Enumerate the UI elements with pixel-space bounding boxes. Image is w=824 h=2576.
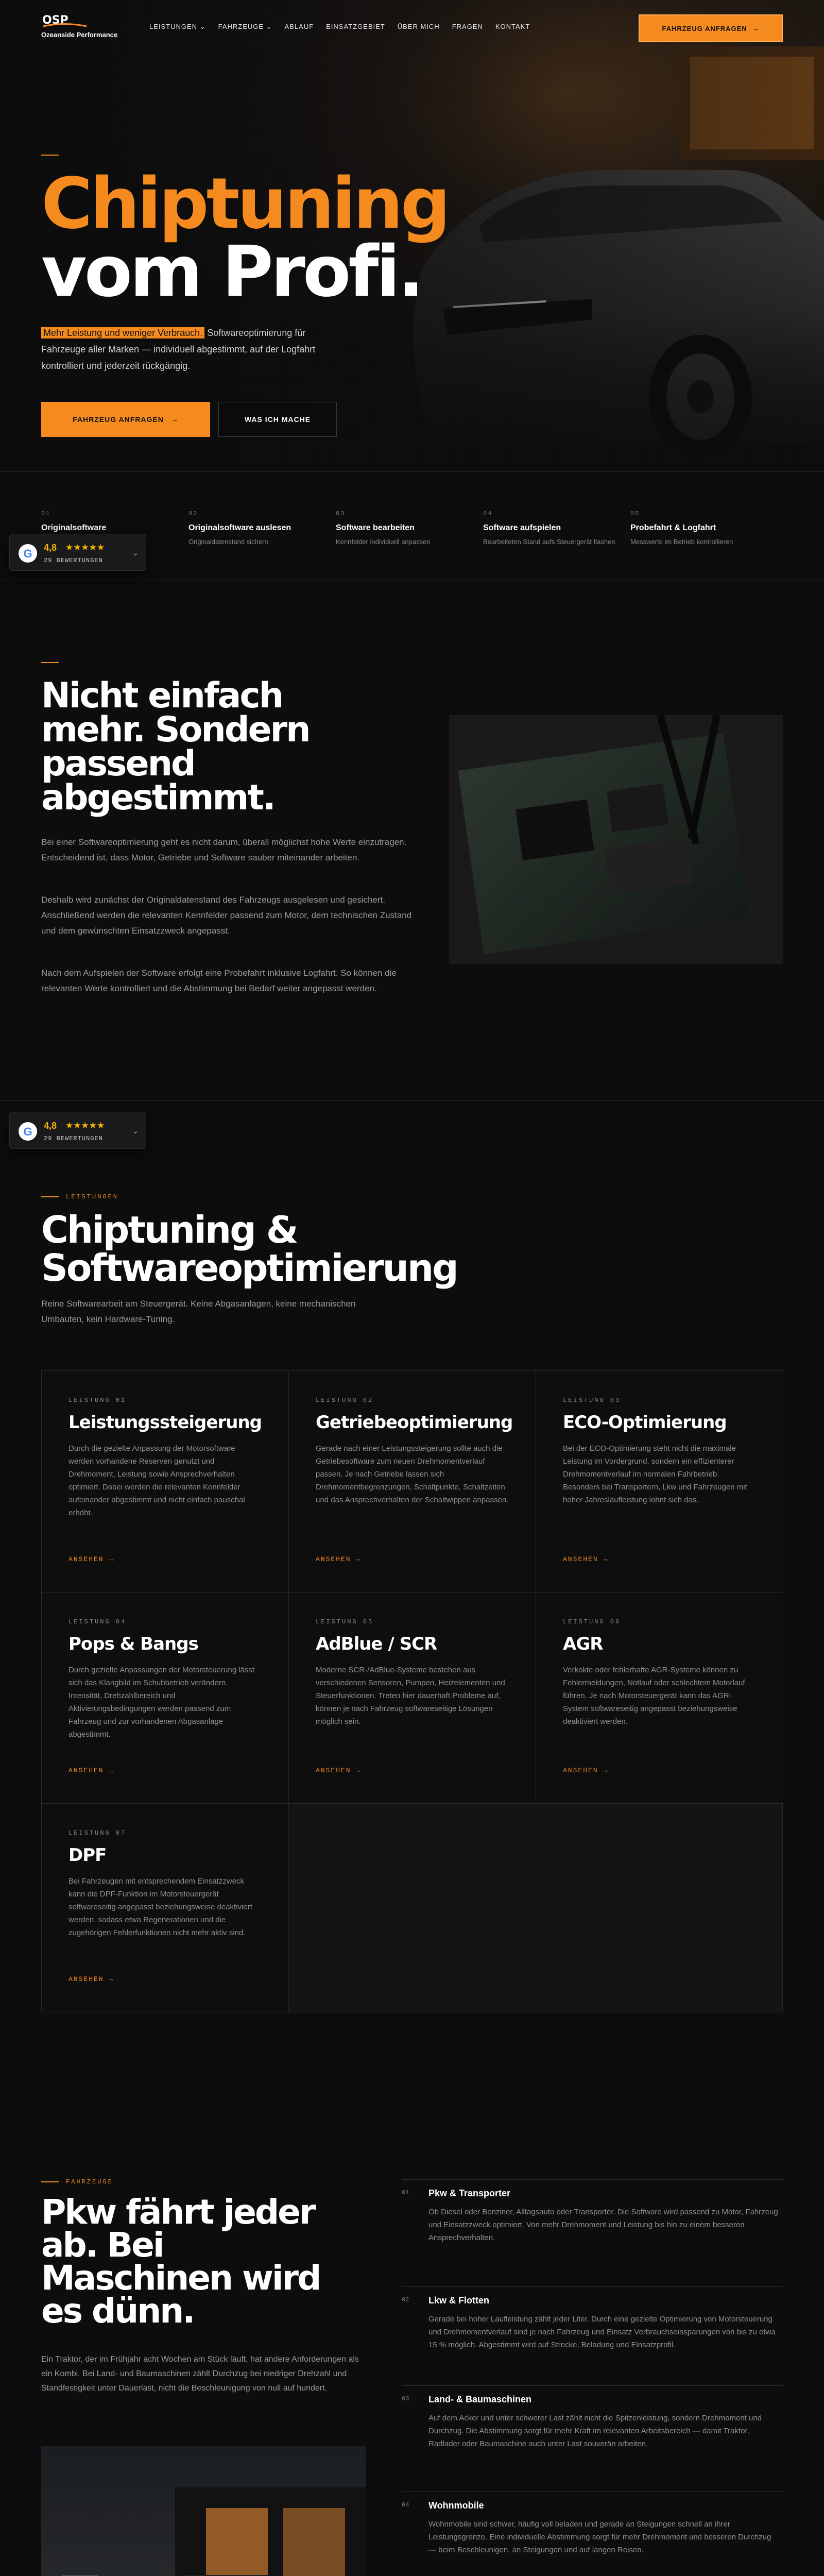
vehicle-type-number: 03 (402, 2395, 409, 2402)
header-cta-label: FAHRZEUG ANFRAGEN (662, 24, 747, 32)
google-g-icon (18, 544, 38, 563)
vehicle-type-text: Gerade bei hoher Laufleistung zählt jeder Liter. Durch eine gezielte Optimierung von Motorsteuerung und Drehmomentverlauf sind je nach Fahrzeug und Einsatz Verbrauchseinsparungen von bis zu etwa 15 % möglich. Abgestimmt wird auf Strecke, Beladung und Einsatzprofil. (428, 2315, 776, 2349)
service-card[interactable] (536, 1371, 783, 1592)
vehicle-type-item (402, 2179, 783, 2286)
service-text: Gerade nach einer Leistungssteigerung sollte auch die Getriebesoftware zum neuen Drehmomentverlauf passen. Je nach Getriebe lassen sich Drehmomentbegrenzungen, Schaltpunkte, Schaltzeiten und das Ansprechverhalten der Schaltwippen anpassen. (316, 1444, 509, 1504)
vehicle-type-item (402, 2385, 783, 2492)
vehicles-kicker-text: FAHRZEUGE (66, 2178, 113, 2185)
service-card[interactable] (42, 1371, 289, 1592)
brand-name: Ozeanside Performance (41, 31, 118, 39)
service-label: LEISTUNG 05 (316, 1618, 374, 1625)
service-title: Getriebeoptimierung (316, 1412, 513, 1433)
rating-score: 4,8 (44, 543, 57, 553)
service-card[interactable] (289, 1371, 536, 1592)
main-nav (149, 23, 542, 31)
step-title: Probefahrt & Logfahrt (630, 523, 716, 532)
divider (0, 1100, 824, 1101)
process-step (188, 510, 331, 547)
vehicle-type-text: Ob Diesel oder Benziner, Alltagsauto oder Transporter. Die Software wird passend zu Motor, Fahrzeug und Einsatzzweck optimiert. Von mehr Drehmoment und Leistung bis hin zu einem besseren Ansprechverhalten. (428, 2208, 778, 2242)
step-number: 02 (188, 510, 198, 517)
vehicle-type-text: Wohnmobile sind schwer, häufig voll beladen und gerade an Steigungen schnell an ihrer Leistungsgrenze. Eine individuelle Abstimmung sorgt für mehr Drehmoment und besseren Durchzug — beim Beschleunigen, an Steigungen und auf langen Reisen. (428, 2520, 771, 2554)
vehicle-type-item (402, 2286, 783, 2385)
service-more-link[interactable]: ANSEHEN → (316, 1767, 362, 1774)
svg-text:OSP: OSP (42, 14, 68, 27)
about-kicker (41, 662, 66, 663)
step-title: Software bearbeiten (336, 523, 415, 532)
process-step (41, 510, 183, 537)
services-intro: Reine Softwarearbeit am Steuergerät. Keine Abgasanlagen, keine mechanischen Umbauten, kein Hardware-Tuning. (41, 1299, 356, 1324)
service-card[interactable] (289, 1592, 536, 1804)
service-text: Moderne SCR-/AdBlue-Systeme bestehen aus verschiedenen Sensoren, Pumpen, Heizelementen und Steuerfunktionen. Treten hier dauerhaft Probleme auf, können je nach Fahrzeug softwareseitige Lösungen möglich sein. (316, 1666, 505, 1726)
services-grid (41, 1370, 783, 2012)
vehicle-type-text: Auf dem Acker und unter schwerer Last zählt nicht die Spitzenleistung, sondern Drehmoment und Durchzug. Die Abstimmung sorgt für mehr Kraft im relevanten Arbeitsbereich — damit Traktor, Radlader oder Baumaschine auch unter Last souverän arbeiten. (428, 2414, 762, 2448)
hero-kicker (41, 155, 66, 156)
service-label: LEISTUNG 04 (68, 1618, 127, 1625)
service-label: LEISTUNG 07 (68, 1829, 127, 1837)
hero-primary-label: FAHRZEUG ANFRAGEN (73, 415, 164, 423)
rating-stars: ★★★★★ (65, 543, 105, 552)
rating-count: 29 BEWERTUNGEN (44, 557, 103, 564)
nav-fragen[interactable]: FRAGEN (452, 23, 483, 30)
svg-text:G: G (23, 1125, 32, 1138)
hero-title-line2: vom Profi. (41, 231, 422, 313)
step-title: Software aufspielen (483, 523, 561, 532)
rating-stars: ★★★★★ (65, 1121, 105, 1130)
step-title: Originalsoftware (41, 523, 107, 532)
nav-kontakt[interactable]: KONTAKT (495, 23, 530, 30)
service-more-link[interactable]: ANSEHEN → (68, 1767, 114, 1774)
hero-secondary-button[interactable]: WAS ICH MACHE (218, 402, 337, 437)
step-desc: Kennfelder individuell anpassen (336, 538, 431, 546)
about-paragraph: Nach dem Aufspielen der Software erfolgt eine Probefahrt inklusive Logfahrt. So können die relevanten Werte kontrolliert und die Abstimmung bei Bedarf weiter angepasst werden. (41, 968, 397, 993)
about-paragraph: Deshalb wird zunächst der Originaldatenstand des Fahrzeugs ausgelesen und gesichert. Anschließend werden die relevanten Kennfelder passend zum Motor, dem technischen Zustand und dem gewünschten Einsatzzweck angepasst. (41, 895, 412, 936)
vehicle-type-title: Pkw & Transporter (428, 2188, 511, 2198)
services-heading-line1: Chiptuning & (41, 1208, 297, 1251)
service-title: AdBlue / SCR (316, 1634, 437, 1654)
vehicles-text: Ein Traktor, der im Frühjahr acht Wochen am Stück läuft, hat andere Anforderungen als ein Kombi. Bei Land- und Baumaschinen zählt Durchzug bei niedriger Drehzahl und Standfestigkeit unter Dauerlast, nicht die Beschleunigung von null auf hundert. (41, 2355, 359, 2393)
chevron-down-icon: ⌄ (132, 1127, 139, 1135)
arrow-right-icon: → (170, 415, 179, 423)
services-kicker (41, 1193, 118, 1200)
machines-image (41, 2446, 366, 2576)
services-heading-line2: Softwareoptimierung (41, 1246, 457, 1290)
process-step (336, 510, 478, 547)
service-card[interactable] (536, 1592, 783, 1804)
service-more-link[interactable]: ANSEHEN → (316, 1555, 362, 1563)
chevron-down-icon: ⌄ (132, 549, 139, 557)
service-more-link[interactable]: ANSEHEN → (563, 1555, 609, 1563)
rating-count: 29 BEWERTUNGEN (44, 1135, 103, 1142)
step-desc: Originaldatenstand sichern (188, 538, 268, 546)
step-number: 01 (41, 510, 51, 517)
about-heading: Nicht einfach mehr. Sondern passend abgestimmt. (41, 675, 310, 818)
service-text: Bei Fahrzeugen mit entsprechendem Einsatzzweck kann die DPF-Funktion im Motorsteuergerät softwareseitig angepasst beziehungsweise deaktiviert werden, sodass etwa Regenerationen und die zugehörigen Fehlerfunktionen nicht mehr aktiv sind. (68, 1877, 252, 1937)
service-title: ECO-Optimierung (563, 1412, 727, 1433)
ecu-board-image (449, 715, 783, 964)
service-label: LEISTUNG 02 (316, 1397, 374, 1404)
rating-score: 4,8 (44, 1121, 57, 1131)
service-card[interactable] (42, 1592, 289, 1804)
vehicles-kicker (41, 2178, 113, 2185)
google-g-icon (18, 1122, 38, 1141)
vehicle-type-number: 02 (402, 2296, 409, 2303)
vehicle-type-title: Lkw & Flotten (428, 2295, 489, 2306)
services-kicker-text: LEISTUNGEN (66, 1193, 119, 1200)
step-number: 05 (630, 510, 640, 517)
nav-fahrzeuge[interactable]: FAHRZEUGE ⌄ (218, 23, 272, 30)
logo-mark-icon (41, 12, 88, 28)
service-title: AGR (563, 1634, 603, 1654)
divider (0, 471, 824, 472)
hero-title-line1: Chiptuning (41, 163, 449, 245)
vehicle-type-item (402, 2492, 783, 2576)
nav-einsatzgebiet[interactable]: EINSATZGEBIET (326, 23, 385, 30)
service-text: Durch die gezielte Anpassung der Motorsoftware werden vorhandene Reserven genutzt und Drehmoment, Leistung sowie Ansprechverhalten optimiert. Dabei werden die relevanten Kennfelder aufeinander abgestimmt und nicht einfach pauschal erhöht. (68, 1444, 245, 1517)
google-rating-widget[interactable] (9, 534, 146, 571)
hero-highlight: Mehr Leistung und weniger Verbrauch. (41, 327, 204, 338)
vehicle-type-number: 01 (402, 2189, 409, 2196)
header-cta-button[interactable] (639, 14, 783, 42)
about-paragraph: Bei einer Softwareoptimierung geht es nicht darum, überall möglichst hohe Werte einzutragen. Entscheidend ist, dass Motor, Getriebe und Software sauber miteinander arbeiten. (41, 837, 407, 862)
service-title: Leistungssteigerung (68, 1412, 262, 1433)
service-title: Pops & Bangs (68, 1634, 198, 1654)
service-text: Bei der ECO-Optimierung steht nicht die maximale Leistung im Vordergrund, sondern ein effizienterer Drehmomentverlauf im normalen Fahrbetrieb. Besonders bei Transportern, Lkw und Fahrzeugen mit hoher Jahreslaufleistung lohnt sich das. (563, 1444, 747, 1504)
step-title: Originalsoftware auslesen (188, 523, 291, 532)
nav-ueber-mich[interactable]: ÜBER MICH (397, 23, 440, 30)
service-more-link[interactable]: ANSEHEN → (563, 1767, 609, 1774)
hero-primary-button[interactable] (41, 402, 210, 437)
nav-leistungen[interactable]: LEISTUNGEN ⌄ (149, 23, 206, 30)
step-desc: Bearbeiteten Stand aufs Steuergerät flashen (483, 538, 615, 546)
service-more-link[interactable]: ANSEHEN → (68, 1555, 114, 1563)
nav-ablauf[interactable]: ABLAUF (284, 23, 314, 30)
service-text: Durch gezielte Anpassungen der Motorsteuerung lässt sich das Klangbild im Schubbetrieb verändern. Intensität, Drehzahlbereich und Aktivierungsbedingungen werden passend zum Fahrzeug und zur vorhandenen Abgasanlage abgestimmt. (68, 1666, 255, 1739)
service-title: DPF (68, 1845, 107, 1866)
logo[interactable] (41, 12, 139, 43)
vehicle-type-title: Land- & Baumaschinen (428, 2394, 532, 2404)
hero-lead-text: Softwareoptimierung für Fahrzeuge aller Marken — individuell abgestimmt, auf der Logfahrt kontrolliert und jederzeit rückgängig. (41, 328, 316, 371)
service-label: LEISTUNG 01 (68, 1397, 127, 1404)
vehicle-type-number: 04 (402, 2501, 409, 2509)
svg-text:G: G (23, 547, 32, 560)
process-steps (41, 510, 783, 568)
vehicles-heading: Pkw fährt jeder ab. Bei Maschinen wird es dünn. (41, 2192, 320, 2331)
service-card[interactable] (42, 1804, 289, 2012)
step-number: 03 (336, 510, 346, 517)
process-step (630, 510, 772, 547)
arrow-right-icon: → (752, 24, 760, 32)
service-more-link[interactable]: ANSEHEN → (68, 1975, 114, 1983)
vehicle-type-title: Wohnmobile (428, 2500, 484, 2511)
step-desc: Messwerte im Betrieb kontrollieren (630, 538, 733, 546)
grid-filler (289, 1804, 782, 2012)
process-step (483, 510, 625, 547)
google-rating-widget[interactable] (9, 1112, 146, 1149)
service-text: Verkokte oder fehlerhafte AGR-Systeme können zu Fehlermeldungen, Notlauf oder schlechtem Motorlauf führen. Je nach Motorsteuergerät kann das AGR-System softwareseitig angepasst beziehungsweise deaktiviert werden. (563, 1666, 745, 1726)
service-label: LEISTUNG 06 (563, 1618, 621, 1625)
hero-lead (41, 325, 330, 374)
site-header (0, 0, 824, 58)
service-label: LEISTUNG 03 (563, 1397, 621, 1404)
step-number: 04 (483, 510, 493, 517)
